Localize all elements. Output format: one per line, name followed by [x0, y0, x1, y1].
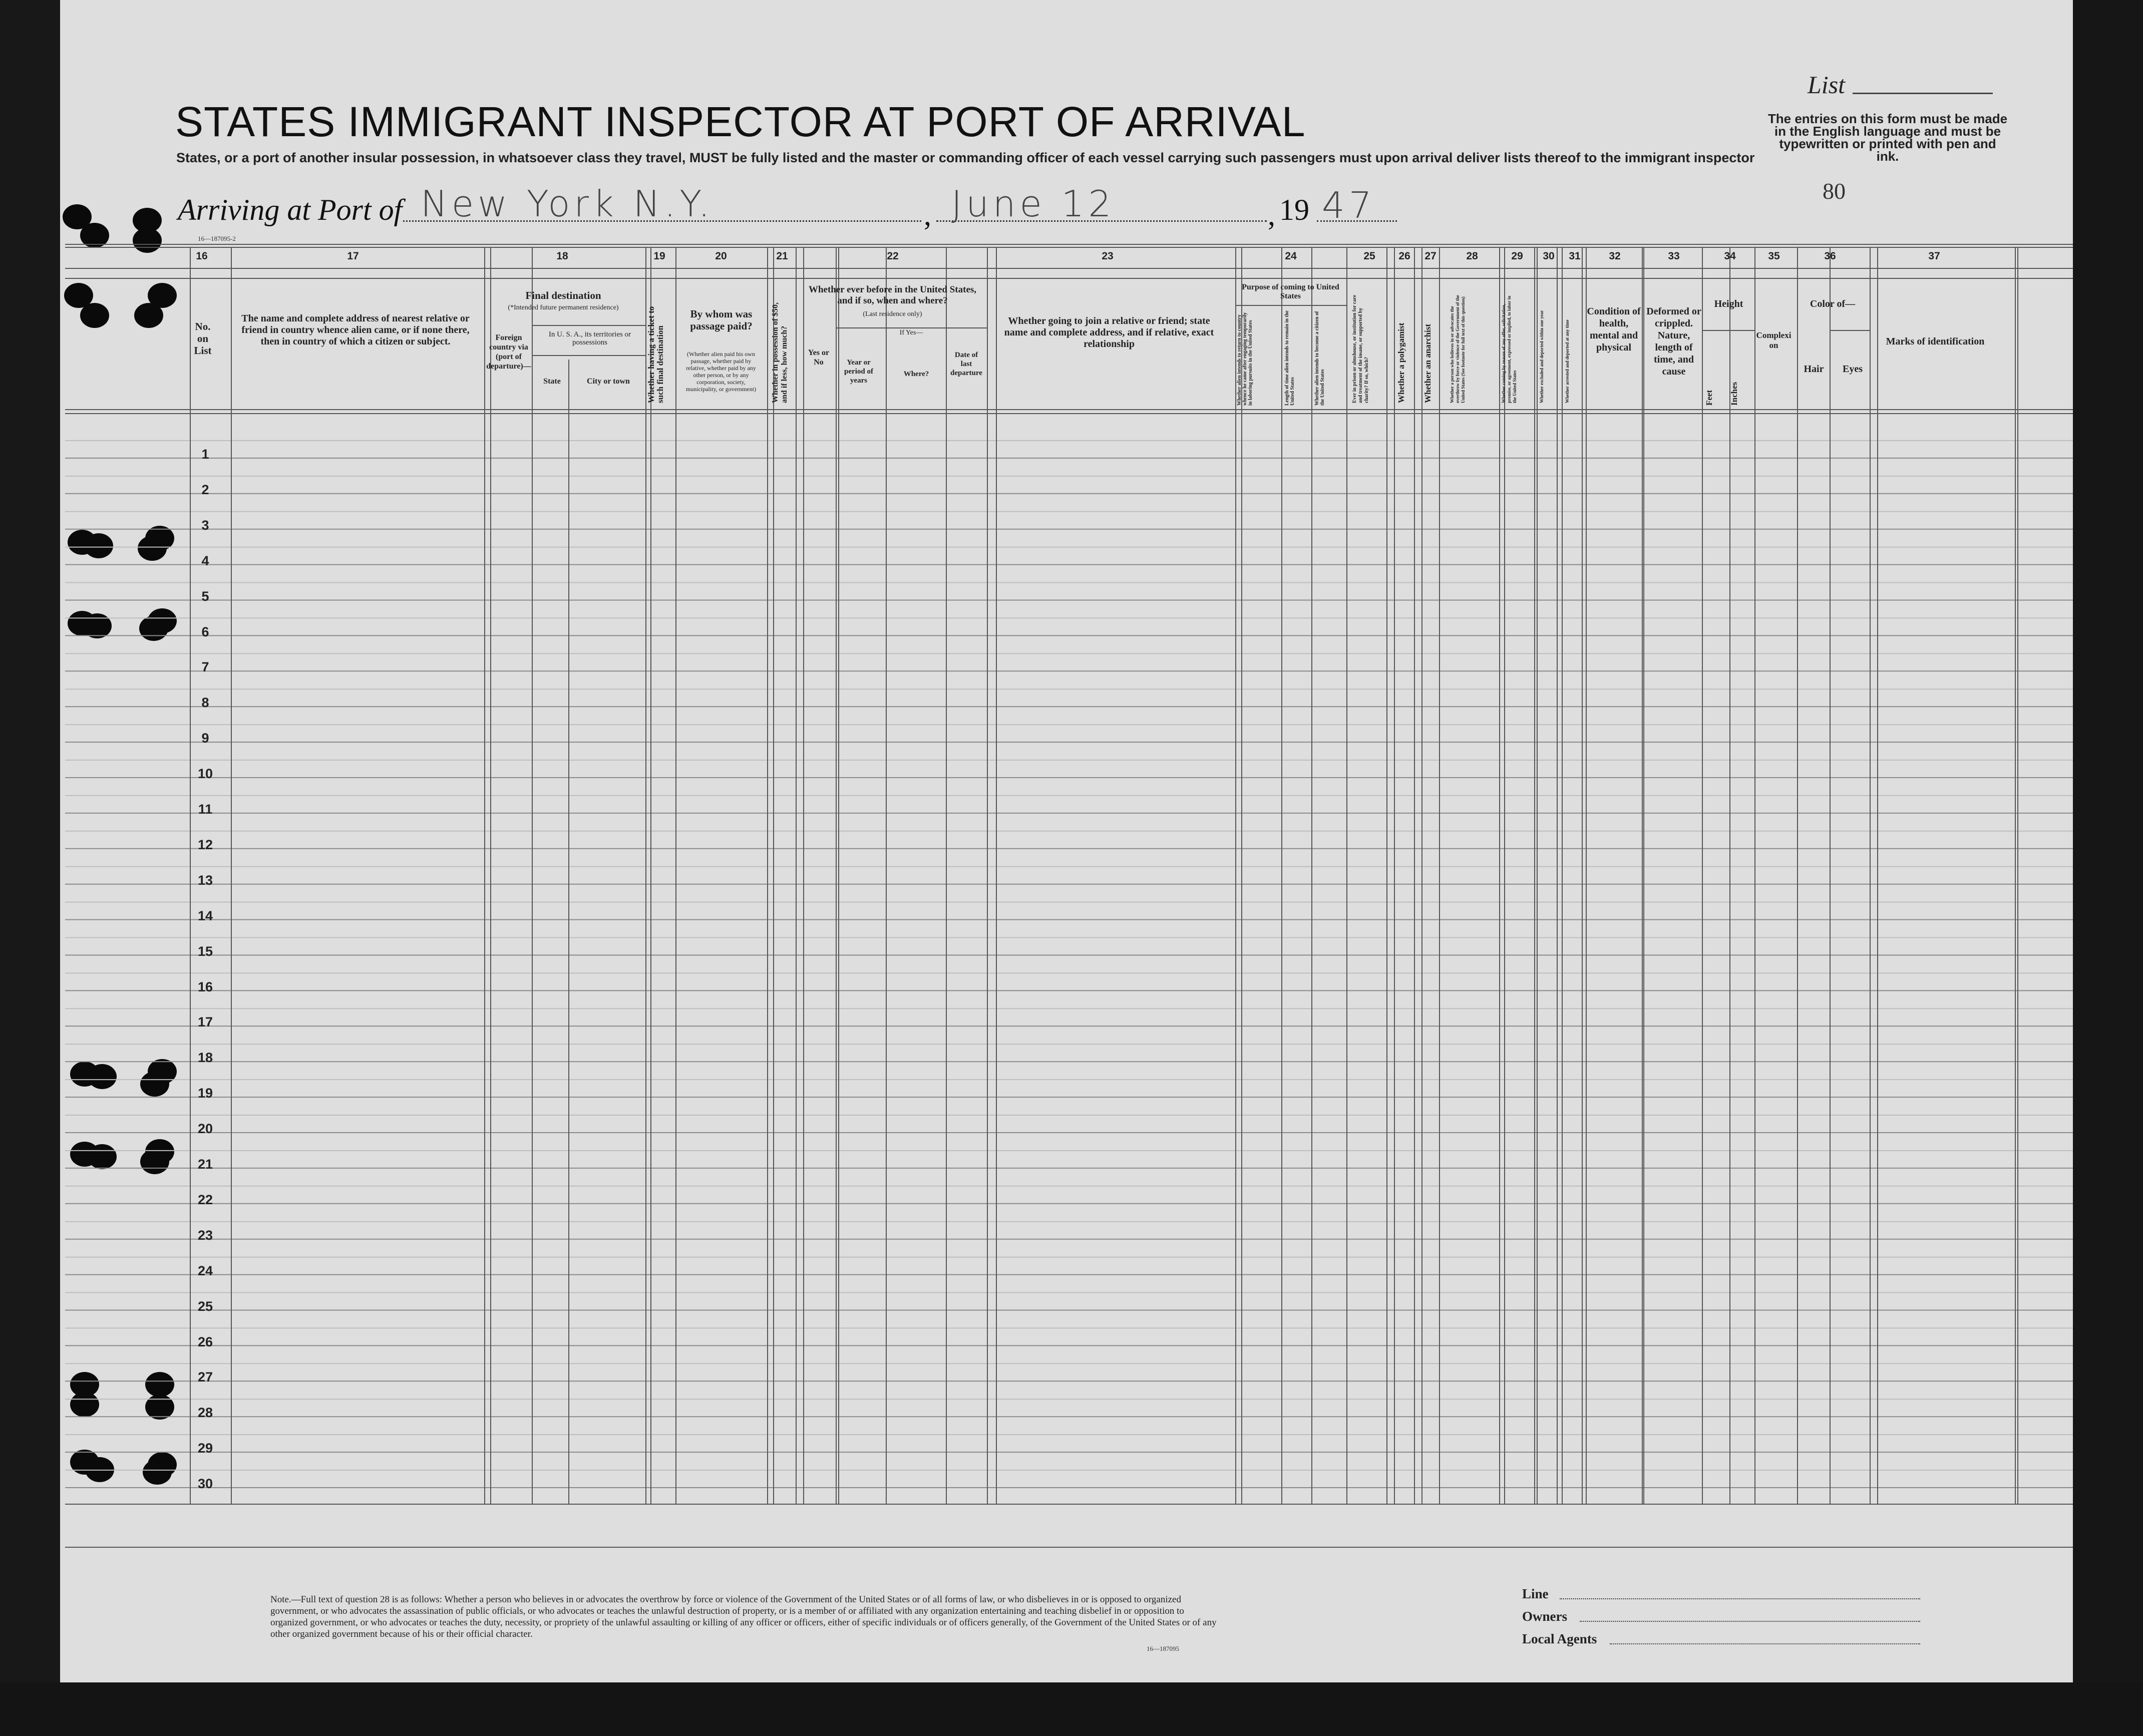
header-yes-no: Yes or No — [808, 349, 830, 367]
header-passage-paid: By whom was passage paid? — [690, 308, 753, 332]
col-num: 29 — [1511, 250, 1523, 262]
row-number: 18 — [197, 1050, 213, 1066]
row-number: 20 — [197, 1121, 213, 1137]
row-number: 7 — [201, 659, 209, 675]
header-health: Condition of health, mental and physical — [1587, 306, 1641, 353]
row-number: 8 — [201, 695, 209, 711]
header-last-departure: Date of last departure — [950, 351, 982, 377]
row-number: 1 — [201, 447, 209, 462]
port-handwritten[interactable]: New York N.Y. — [421, 183, 714, 225]
header-hair: Hair — [1804, 364, 1824, 375]
footer-form-code: 16—187095 — [1147, 1645, 1179, 1652]
col-num: 25 — [1363, 250, 1375, 262]
row-number: 6 — [201, 624, 209, 639]
header-color-of: Color of— — [1810, 298, 1856, 309]
header-labor-offer: Whether coming by reason of any offer, solicitation, promise, or agreement, expressed or implied, to labor in the United States — [1501, 295, 1517, 403]
header-anarchist: Whether an anarchist — [1423, 323, 1433, 403]
row-number: 13 — [197, 872, 213, 888]
col-num: 20 — [715, 250, 727, 262]
row-number: 10 — [197, 766, 213, 782]
line-field[interactable] — [1560, 1598, 1920, 1599]
local-agents-label: Local Agents — [1522, 1631, 1597, 1646]
header-nearest-relative: The name and complete address of nearest relative or friend in country whence alien came, or if none there, then in country of which a citizen or subject. — [241, 313, 470, 347]
col-num: 33 — [1668, 250, 1680, 262]
year-handwritten[interactable]: 47 — [1322, 184, 1376, 226]
header-no-on-list: No. on List — [194, 320, 212, 357]
header-overthrow: Whether a person who believes in or advocates the overthrow by force or violence of the Government of the United States (See footnote for full text of this question) — [1450, 295, 1466, 403]
owners-field[interactable] — [1580, 1621, 1920, 1622]
row-number: 5 — [201, 588, 209, 604]
footnote-question-28: Note.—Full text of question 28 is as follows: Whether a person who believes in or advocates the overthrow by force or violence of the Government of the United States or of all forms of law, or who disbelieves in or is opposed to organized government, or who advocates the assassination of public officials, or who advocates or teaches the unlawful destruction of property, or is a member of or affiliated with any organization entertaining and teaching disbelief in or opposition to organized government, or who advocates or teaches the duty, necessity, or propriety of the unlawful assaulting or killing of any officer or officers, either of specific individuals or of officers generally, of the Government of the United States or of any other organized government because of his or their official character. — [270, 1594, 1217, 1639]
row-number: 12 — [197, 837, 213, 852]
row-number: 24 — [197, 1263, 213, 1278]
list-label: List — [1808, 71, 1846, 99]
row-number: 2 — [201, 482, 209, 497]
col-num: 30 — [1543, 250, 1555, 262]
col-num: 37 — [1928, 250, 1940, 262]
header-feet: Feet — [1704, 390, 1714, 406]
col-num: 32 — [1609, 250, 1621, 262]
form-code: 16—187095-2 — [198, 235, 236, 242]
col-num: 23 — [1102, 250, 1114, 262]
col-num: 19 — [653, 250, 665, 262]
header-purpose: Purpose of coming to United States — [1242, 283, 1339, 300]
header-excluded-deported: Whether excluded and deported within one year — [1539, 310, 1544, 403]
header-deformed: Deformed or crippled. Nature, length of time, and cause — [1646, 306, 1701, 377]
col-num: 21 — [776, 250, 788, 262]
col-num: 31 — [1569, 250, 1581, 262]
col-num: 26 — [1398, 250, 1410, 262]
col-num: 28 — [1466, 250, 1478, 262]
col-num: 27 — [1424, 250, 1437, 262]
row-number: 15 — [197, 943, 213, 959]
header-ticket: Whether having a ticket to such final destination — [646, 306, 665, 403]
arriving-label: Arriving at Port of — [178, 193, 403, 226]
header-passage-note: (Whether alien paid his own passage, whether paid by relative, whether paid by any other person, or by any corporation, society, municipality, or government) — [685, 351, 757, 393]
header-if-yes: If Yes— — [899, 329, 923, 336]
col-num: 35 — [1768, 250, 1780, 262]
col-num: 24 — [1285, 250, 1297, 262]
col-num: 36 — [1824, 250, 1836, 262]
col-num: 22 — [887, 250, 899, 262]
row-number: 29 — [197, 1441, 213, 1456]
row-number: 26 — [197, 1334, 213, 1349]
header-become-citizen: Whether alien intends to become a citizen of the United States — [1314, 311, 1325, 406]
row-number: 16 — [197, 979, 213, 994]
row-number: 21 — [197, 1157, 213, 1172]
header-foreign-country: Foreign country via (port of departure)— — [486, 333, 531, 371]
header-length-of-stay: Length of time alien intends to remain in the United States — [1284, 310, 1295, 406]
line-label: Line — [1522, 1586, 1549, 1601]
row-number: 14 — [197, 908, 213, 923]
row-number: 4 — [201, 553, 209, 568]
year-prefix: 19 — [1279, 193, 1309, 226]
header-last-residence: (Last residence only) — [863, 310, 922, 318]
header-join-relative: Whether going to join a relative or friend; state name and complete address, and if relative, exact relationship — [1004, 315, 1214, 350]
header-complexion: Complexion — [1756, 330, 1792, 350]
header-where: Where? — [903, 370, 929, 378]
page-number: 80 — [1823, 178, 1846, 204]
header-polygamist: Whether a polygamist — [1396, 322, 1406, 403]
row-number: 25 — [197, 1298, 213, 1314]
comma-2: , — [1268, 198, 1275, 231]
header-city: City or town — [587, 377, 630, 386]
header-inches: Inches — [1729, 382, 1739, 406]
form-subtitle: States, or a port of another insular possession, in whatsoever class they travel, MUST be fully listed and the master or commanding officer of each vessel carrying such passengers must upon arrival deliver lists thereof to the immigrant inspector — [176, 150, 1755, 165]
date-handwritten[interactable]: June 12 — [951, 183, 1116, 225]
row-number: 30 — [197, 1476, 213, 1492]
header-fifty-dollars: Whether in possession of $50, and if less, how much? — [771, 302, 789, 403]
header-return-intent: Whether alien intends to return to country whence he came after engaging temporarily in laboring pursuits in the United States — [1237, 312, 1253, 406]
col-num: 34 — [1724, 250, 1736, 262]
comma-1: , — [924, 198, 931, 231]
header-in-usa: In U. S. A., its territories or possessions — [548, 330, 631, 346]
row-number: 23 — [197, 1227, 213, 1243]
header-arrested-deported: Whether arrested and deported at any time — [1565, 319, 1570, 403]
row-number: 19 — [197, 1086, 213, 1101]
row-number: 3 — [201, 517, 209, 533]
entries-note: The entries on this form must be made in the English language and must be typewritten or printed with pen and ink. — [1767, 111, 2008, 164]
col-num: 16 — [196, 250, 208, 262]
row-number: 28 — [197, 1405, 213, 1421]
header-year-period: Year or period of years — [844, 359, 873, 385]
col-num: 18 — [556, 250, 568, 262]
header-ever-before-us: Whether ever before in the United States, and if so, when and where? — [808, 284, 977, 306]
header-eyes: Eyes — [1843, 364, 1863, 375]
owners-label: Owners — [1522, 1609, 1567, 1624]
header-height: Height — [1714, 298, 1743, 309]
local-agents-field[interactable] — [1610, 1643, 1920, 1644]
header-final-destination: Final destination — [525, 289, 601, 301]
header-state: State — [543, 377, 561, 386]
row-number: 11 — [198, 802, 213, 817]
row-number: 17 — [197, 1014, 213, 1030]
form-title: STATES IMMIGRANT INSPECTOR AT PORT OF ARRIVAL — [175, 98, 1306, 145]
header-marks-identification: Marks of identification — [1886, 336, 1985, 347]
row-number: 27 — [197, 1369, 213, 1385]
header-prison: Ever in prison or almshouse, or institution for care and treatment of the insane, or supported by charity? If so, which? — [1352, 294, 1369, 403]
col-num: 17 — [347, 250, 359, 262]
header-final-destination-note: (*Intended future permanent residence) — [508, 304, 619, 311]
row-number: 22 — [197, 1192, 213, 1207]
row-number: 9 — [201, 731, 209, 746]
